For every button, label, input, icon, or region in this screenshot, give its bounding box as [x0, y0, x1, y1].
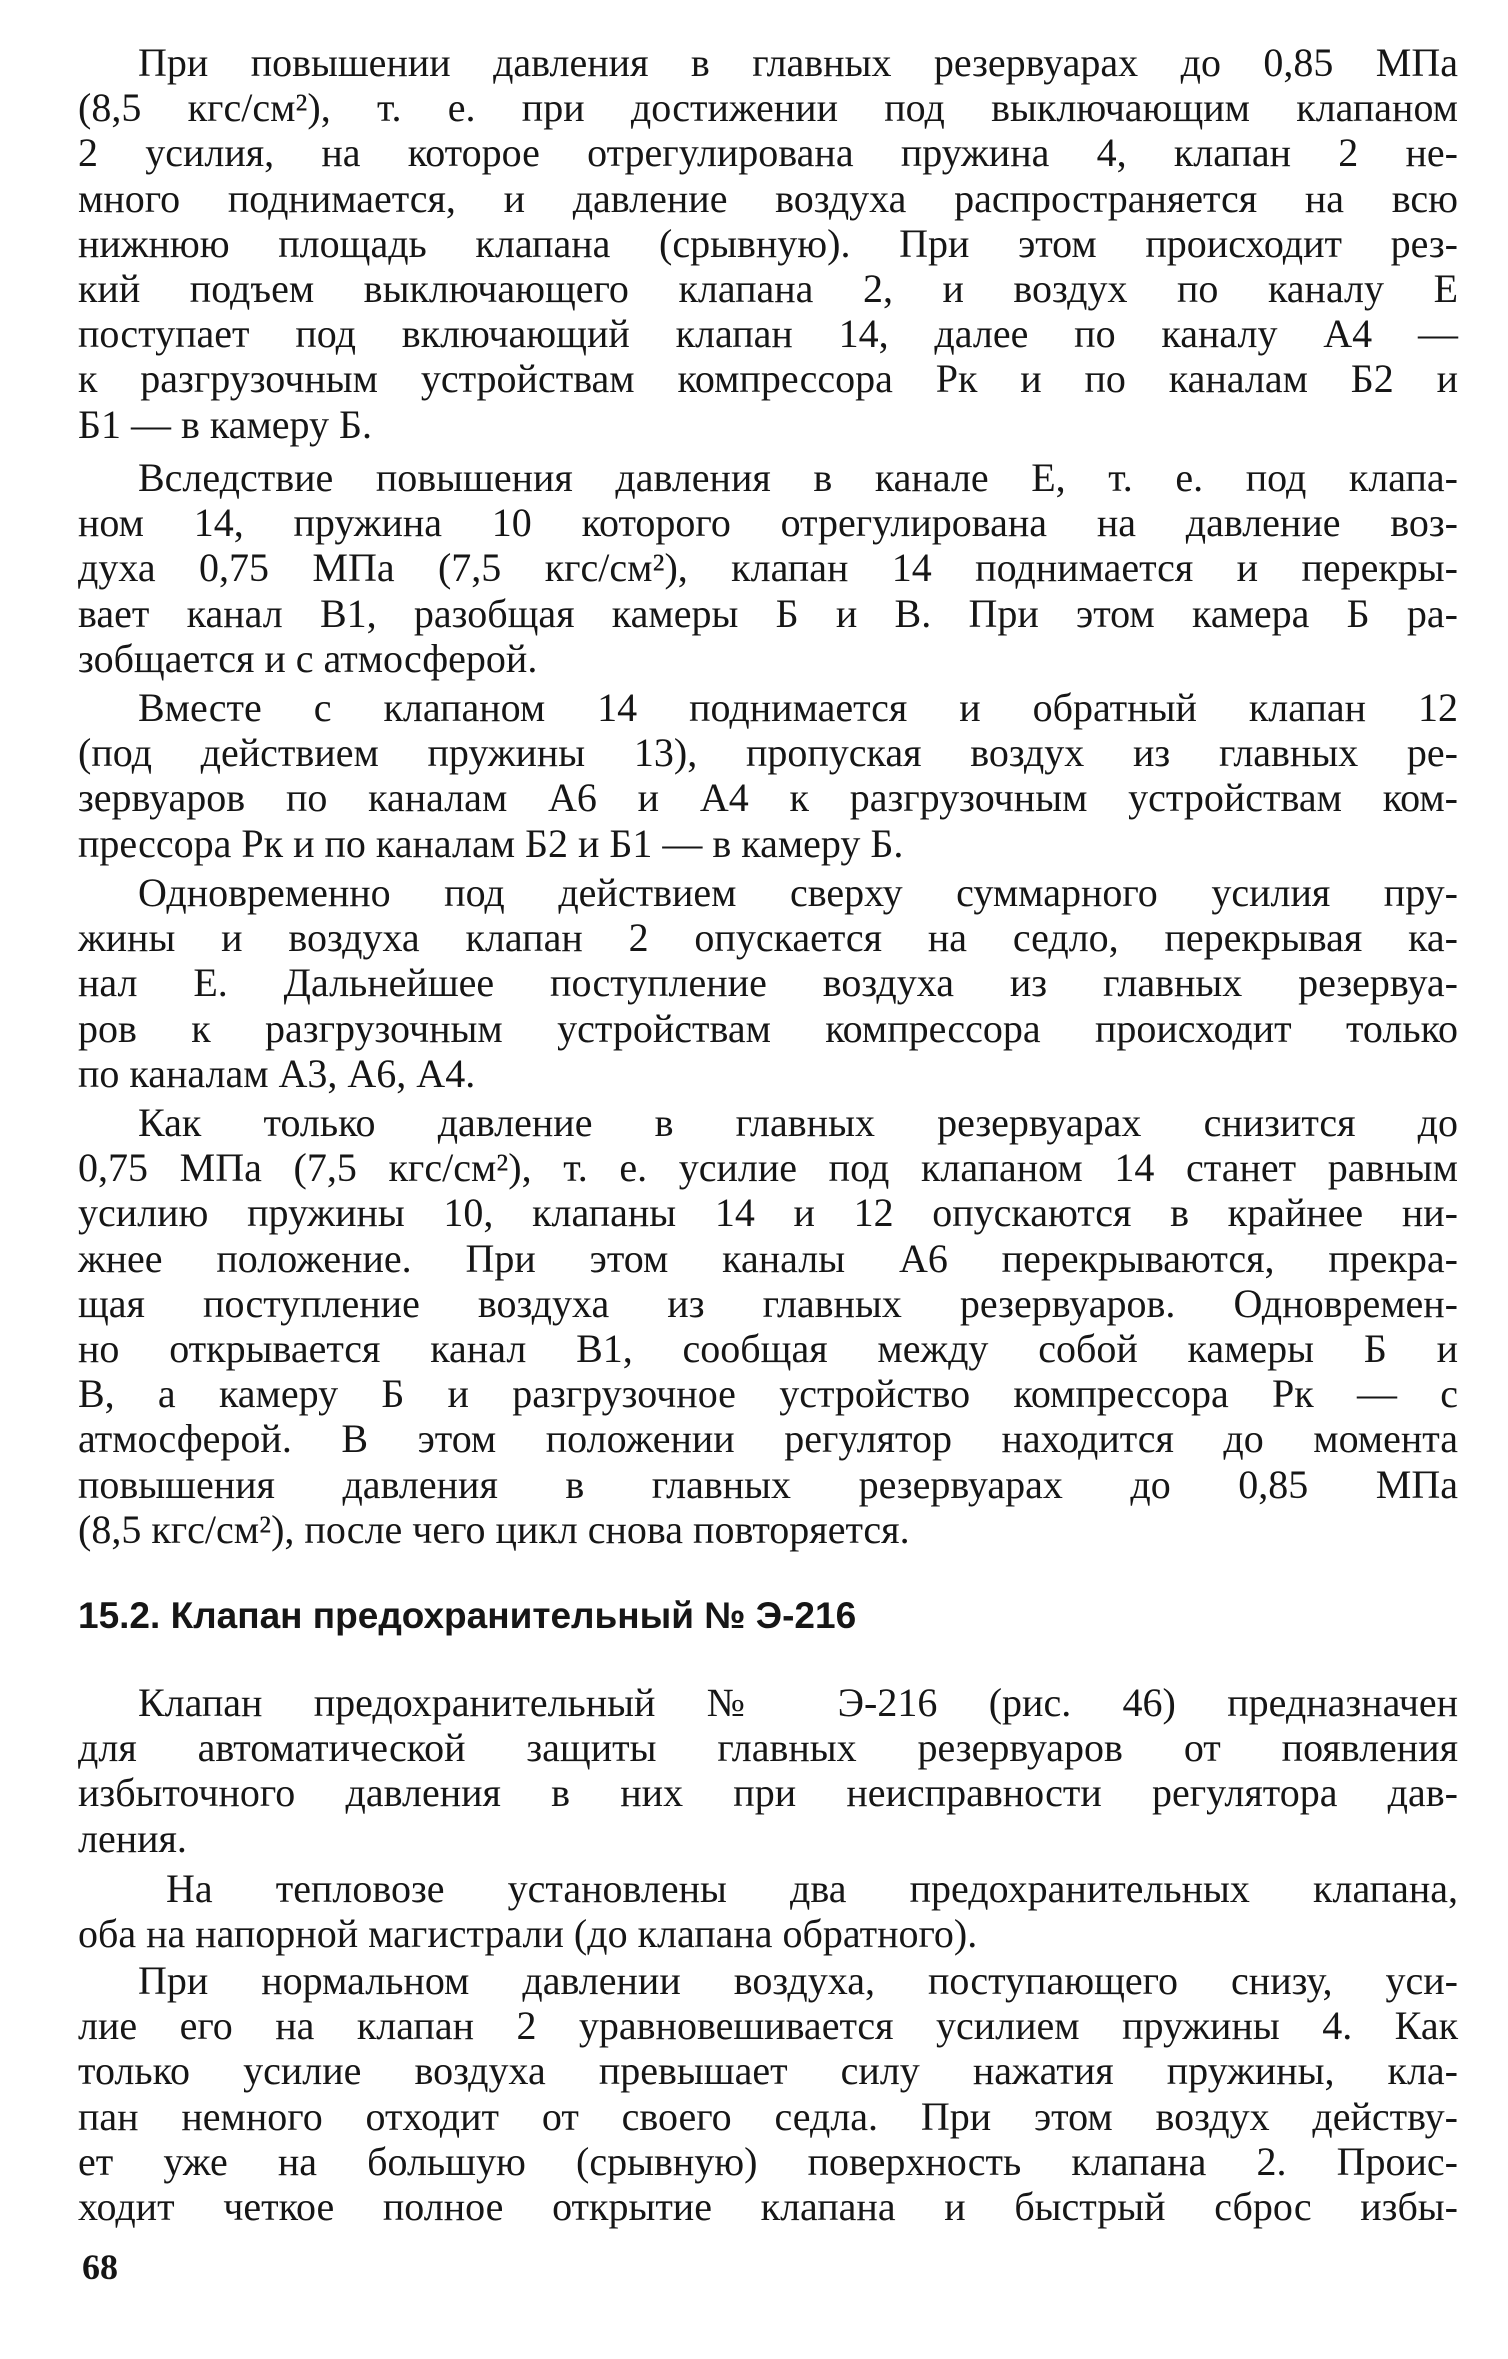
text-line: щая поступление воздуха из главных резервуаров. Одновремен-	[78, 1280, 1458, 1326]
text-line: ном 14, пружина 10 которого отрегулирована на давление воз-	[78, 500, 1458, 546]
text-line: зобщается и с атмосферой.	[78, 635, 538, 681]
text-line: к разгрузочным устройствам компрессора Рк и по каналам Б2 и	[78, 356, 1458, 402]
text-line: жнее положение. При этом каналы А6 перекрываются, прекра-	[78, 1235, 1458, 1281]
text-line: духа 0,75 МПа (7,5 кгс/см²), клапан 14 поднимается и перекры-	[78, 545, 1458, 591]
section-heading: 15.2. Клапан предохранительный № Э-216	[78, 1595, 857, 1636]
text-line: При повышении давления в главных резервуарах до 0,85 МПа	[138, 40, 1458, 85]
text-line: избыточного давления в них при неисправности регулятора дав-	[78, 1770, 1458, 1816]
text-line: ров к разгрузочным устройствам компрессора происходит только	[78, 1005, 1458, 1051]
text-line: поступает под включающий клапан 14, далее по каналу А4 —	[78, 311, 1458, 357]
paragraph	[78, 455, 1458, 681]
text-line: только усилие воздуха превышает силу нажатия пружины, кла-	[78, 2048, 1458, 2094]
paragraph	[78, 40, 1458, 447]
text-line: повышения давления в главных резервуарах до 0,85 МПа	[78, 1461, 1458, 1507]
text-line: по каналам А3, А6, А4.	[78, 1050, 476, 1096]
text-line: Одновременно под действием сверху суммарного усилия пру-	[138, 870, 1458, 915]
paragraph	[78, 1958, 1458, 2229]
text-line: (8,5 кгс/см²), т. е. при достижении под выключающим клапаном	[78, 85, 1458, 131]
text-line: В, а камеру Б и разгрузочное устройство компрессора Рк — с	[78, 1371, 1458, 1417]
text-line: Вследствие повышения давления в канале Е, т. е. под клапа-	[138, 455, 1458, 500]
text-line: (8,5 кгс/см²), после чего цикл снова повторяется.	[78, 1506, 910, 1552]
text-line: Б1 — в камеру Б.	[78, 401, 372, 447]
text-line: оба на напорной магистрали (до клапана обратного).	[78, 1911, 978, 1957]
text-line: много поднимается, и давление воздуха распространяется на всю	[78, 175, 1458, 221]
text-line: жины и воздуха клапан 2 опускается на седло, перекрывая ка-	[78, 915, 1458, 961]
paragraph	[78, 870, 1458, 1096]
text-line: 2 усилия, на которое отрегулирована пружина 4, клапан 2 не-	[78, 130, 1458, 176]
text-line: Клапан предохранительный № Э-216 (рис. 46) предназначен	[138, 1680, 1458, 1725]
text-line: (под действием пружины 13), пропуская воздух из главных ре-	[78, 730, 1458, 776]
text-line: прессора Рк и по каналам Б2 и Б1 — в камеру Б.	[78, 820, 904, 866]
text-line: зервуаров по каналам А6 и А4 к разгрузочным устройствам ком-	[78, 775, 1458, 821]
text-line: для автоматической защиты главных резервуаров от появления	[78, 1725, 1458, 1771]
text-line: 0,75 МПа (7,5 кгс/см²), т. е. усилие под клапаном 14 станет равным	[78, 1145, 1458, 1191]
text-line: нал Е. Дальнейшее поступление воздуха из главных резервуа-	[78, 960, 1458, 1006]
text-line: ления.	[78, 1815, 187, 1861]
text-line: пан немного отходит от своего седла. При этом воздух действу-	[78, 2093, 1458, 2139]
text-line: Вместе с клапаном 14 поднимается и обратный клапан 12	[138, 685, 1458, 730]
page-number: 68	[82, 2247, 118, 2287]
text-line: атмосферой. В этом положении регулятор находится до момента	[78, 1416, 1458, 1462]
paragraph	[78, 1866, 1458, 1956]
paragraph	[78, 1100, 1458, 1552]
text-line: На тепловозе установлены два предохранительных клапана,	[166, 1866, 1458, 1911]
text-line: нижнюю площадь клапана (срывную). При этом происходит рез-	[78, 220, 1458, 266]
text-line: При нормальном давлении воздуха, поступающего снизу, уси-	[138, 1958, 1458, 2003]
text-line: усилию пружины 10, клапаны 14 и 12 опускаются в крайнее ни-	[78, 1190, 1458, 1236]
paragraph	[78, 685, 1458, 866]
text-line: кий подъем выключающего клапана 2, и воздух по каналу Е	[78, 266, 1458, 312]
text-line: Как только давление в главных резервуарах снизится до	[138, 1100, 1458, 1145]
text-line: но открывается канал В1, сообщая между собой камеры Б и	[78, 1326, 1458, 1372]
paragraph	[78, 1680, 1458, 1861]
text-line: вает канал В1, разобщая камеры Б и В. При этом камера Б ра-	[78, 590, 1458, 636]
text-line: ходит четкое полное открытие клапана и быстрый сброс избы-	[78, 2184, 1458, 2230]
text-line: ет уже на большую (срывную) поверхность клапана 2. Проис-	[78, 2138, 1458, 2184]
text-line: лие его на клапан 2 уравновешивается усилием пружины 4. Как	[78, 2003, 1458, 2049]
